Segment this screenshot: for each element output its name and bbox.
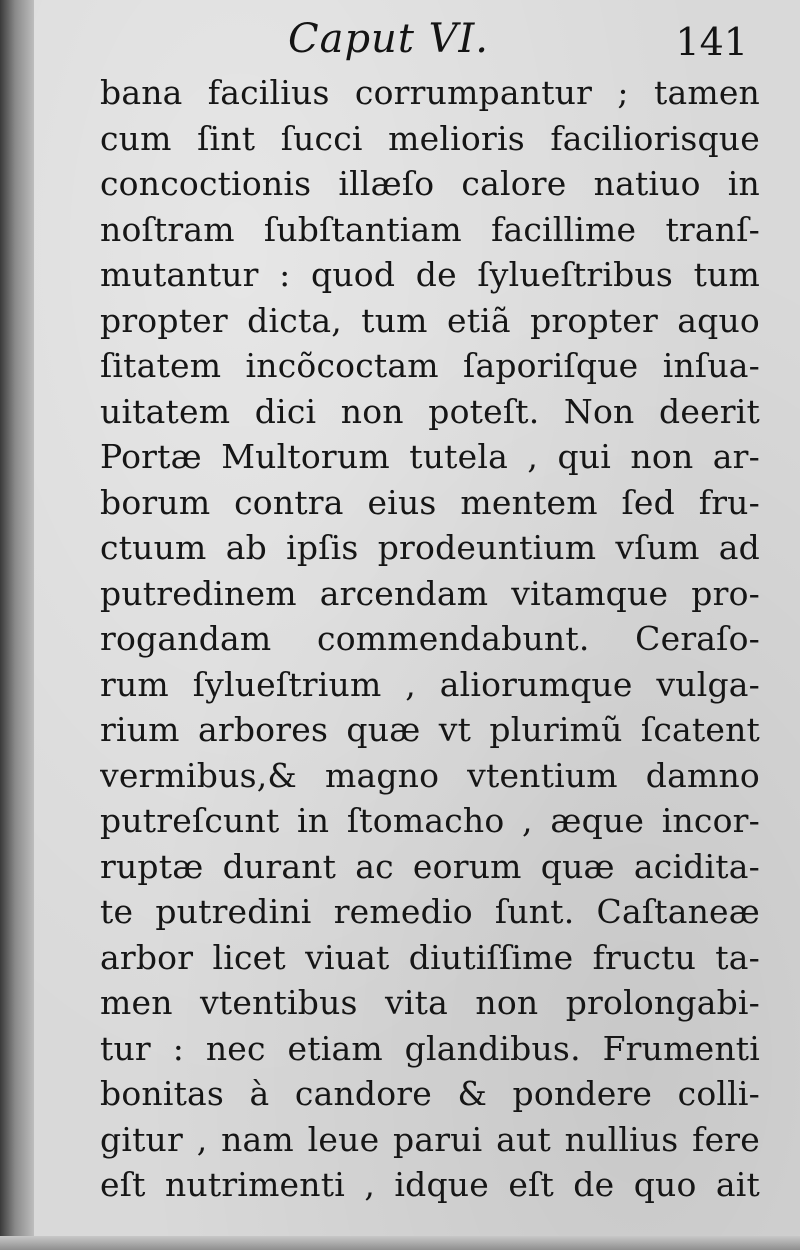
text-line: vermibus,& magno vtentium damno: [100, 755, 760, 795]
text-line: noſtram ſubſtantiam facillime tranſ-: [100, 209, 760, 249]
text-line: concoctionis illæſo calore natiuo in: [100, 164, 760, 203]
text-line: bonitas à candore & pondere colli-: [100, 1074, 760, 1113]
page-header: [0, 14, 800, 74]
text-line: Portæ Multorum tutela , qui non ar-: [100, 437, 760, 476]
page-gutter: [0, 0, 34, 1250]
text-line: tur : nec etiam glandibus. Frumenti: [100, 1028, 760, 1068]
text-line: bana facilius corrumpantur ; tamen: [100, 73, 760, 112]
body-text: [100, 70, 760, 1208]
text-line: ſitatem incõcoctam ſaporiſque inſua-: [100, 346, 760, 385]
text-line: ctuum ab ipſis prodeuntium vſum ad: [100, 528, 760, 567]
text-line: te putredini remedio ſunt. Caſtaneæ: [100, 892, 760, 931]
text-line: borum contra eius mentem ſed fru-: [100, 482, 760, 522]
text-line: ruptæ durant ac eorum quæ acidita-: [100, 846, 760, 886]
text-line: rum ſylueſtrium , aliorumque vulga-: [100, 664, 760, 704]
text-line: putredinem arcendam vitamque pro-: [100, 573, 760, 613]
page-bottom-edge: [0, 1236, 800, 1250]
text-line: putreſcunt in ſtomacho , æque incor-: [100, 801, 760, 840]
text-line: uitatem dici non poteſt. Non deerit: [100, 391, 760, 431]
text-line: gitur , nam leue parui aut nullius fere: [100, 1119, 760, 1159]
text-line: eſt nutrimenti , idque eſt de quo ait: [100, 1165, 760, 1204]
text-line: rogandam commendabunt. Ceraſo-: [100, 619, 760, 658]
text-line: rium arbores quæ vt plurimũ ſcatent: [100, 710, 760, 749]
text-line: propter dicta, tum etiã propter aquo: [100, 300, 760, 340]
text-line: men vtentibus vita non prolongabi-: [100, 983, 760, 1022]
text-line: cum ſint ſucci melioris faciliorisque: [100, 118, 760, 158]
text-line: mutantur : quod de ſylueſtribus tum: [100, 255, 760, 294]
page-number: 141: [675, 20, 748, 64]
text-line: arbor licet viuat diutiſſime fructu ta-: [100, 937, 760, 977]
running-head: Caput VI.: [288, 16, 490, 62]
